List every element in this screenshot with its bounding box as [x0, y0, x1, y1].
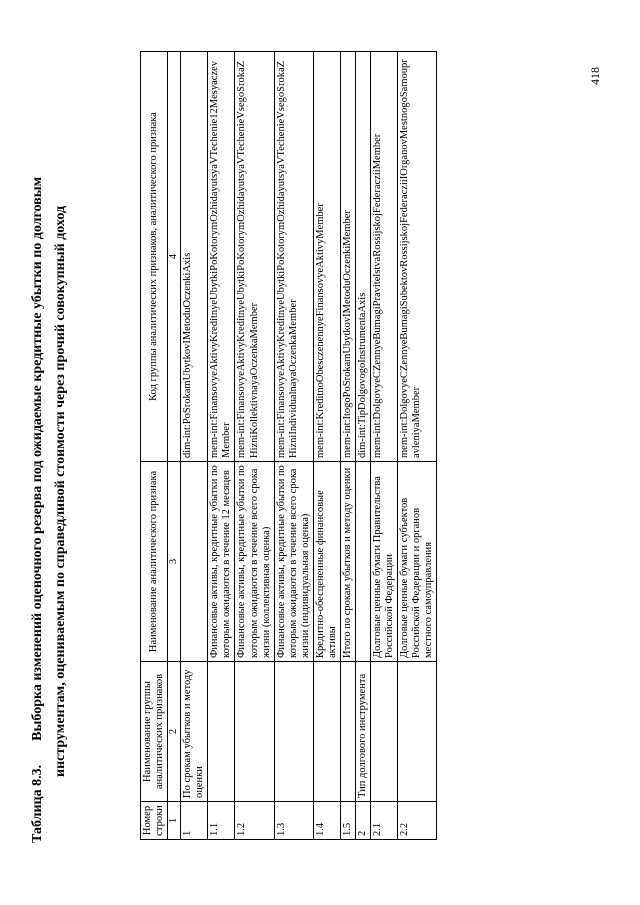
row-number: 1.5	[340, 802, 355, 840]
group-name	[274, 662, 313, 802]
table-row	[398, 52, 437, 840]
attribute-code: mem-int:DolgovyeCZennyeBumagiSubektovRossijskojFederacziiIOrganovMestnogoSamoupravleniyaMember	[398, 52, 437, 462]
attribute-code: mem-int:ItogoPoSrokamUbytkovIMetoduOczenkiMember	[340, 52, 355, 462]
column-number: 4	[168, 52, 181, 462]
table-row	[181, 52, 208, 840]
row-number: 1	[181, 802, 208, 840]
table-title-line-1	[30, 177, 46, 843]
table-title-line-2: инструментам, оцениваемым по справедливой стоимости через прочий совокупный доход	[53, 205, 68, 777]
row-number: 1.1	[208, 802, 235, 840]
group-name	[235, 662, 274, 802]
attribute-code: mem-int:DolgovyeCZennyeBumagiPravitelstvaRossijskojFederacziiMember	[371, 52, 398, 462]
attribute-name: Финансовые активы, кредитные убытки по которым ожидаются в течение всего срока жизни (индивидуальная оценка)	[274, 462, 313, 662]
attribute-name: Финансовые активы, кредитные убытки по которым ожидаются в течение 12 месяцев	[208, 462, 235, 662]
attribute-name: Кредитно-обесцененные финансовые активы	[313, 462, 340, 662]
table-row	[274, 52, 313, 840]
group-name	[340, 662, 355, 802]
group-name	[398, 662, 437, 802]
table-row	[356, 52, 371, 840]
row-number: 2.1	[371, 802, 398, 840]
table-row	[313, 52, 340, 840]
row-number: 1.3	[274, 802, 313, 840]
row-number: 2	[356, 802, 371, 840]
table-row	[235, 52, 274, 840]
header-row-number: Номер строки	[141, 802, 168, 840]
column-number-row	[168, 52, 181, 840]
column-number: 2	[168, 662, 181, 802]
table-row	[371, 52, 398, 840]
header-group-name: Наименование группы аналитических признаков	[141, 662, 168, 802]
attribute-name: Итого по срокам убытков и методу оценки	[340, 462, 355, 662]
attribute-name: Долговые ценные бумаги Правительства Российской Федерации	[371, 462, 398, 662]
page-number: 418	[588, 67, 602, 85]
row-number: 1.4	[313, 802, 340, 840]
attribute-name	[356, 462, 371, 662]
row-number: 2.2	[398, 802, 437, 840]
attribute-name: Финансовые активы, кредитные убытки по которым ожидаются в течение всего срока жизни (коллективная оценка)	[235, 462, 274, 662]
attribute-code: mem-int:KreditnoObesczenennyeFinansovyeAktivyMember	[313, 52, 340, 462]
header-code: Код группы аналитических признаков, аналитического признака	[141, 52, 168, 462]
attribute-code: dim-int:TipDolgovogoInstrumentaAxis	[356, 52, 371, 462]
data-table	[140, 51, 437, 840]
group-name: По срокам убытков и методу оценки	[181, 662, 208, 802]
table-title-text: Выборка изменений оценочного резерва под ожидаемые кредитные убытки по долговым	[30, 176, 45, 741]
group-name	[208, 662, 235, 802]
attribute-name	[181, 462, 208, 662]
group-name	[371, 662, 398, 802]
attribute-code: mem-int:FinansovyeAktivyKreditnyeUbytkiPoKotorymOzhidayutsyaVTechenieVsegoSrokaZHizniIndividualnayaOczenkaMember	[274, 52, 313, 462]
row-number: 1.2	[235, 802, 274, 840]
attribute-code: mem-int:FinansovyeAktivyKreditnyeUbytkiPoKotorymOzhidayutsyaVTechenieVsegoSrokaZHizniKollektivnayaOczenkaMember	[235, 52, 274, 462]
column-number: 1	[168, 802, 181, 840]
table-body	[181, 52, 437, 840]
group-name	[313, 662, 340, 802]
table-row	[208, 52, 235, 840]
table-row	[340, 52, 355, 840]
attribute-code: dim-int:PoSrokamUbytkovIMetoduOczenkiAxis	[181, 52, 208, 462]
group-name: Тип долгового инструмента	[356, 662, 371, 802]
header-attribute-name: Наименование аналитического признака	[141, 462, 168, 662]
header-row	[141, 52, 168, 840]
attribute-name: Долговые ценные бумаги субъектов Российской Федерации и органов местного самоуправления	[398, 462, 437, 662]
table-title-prefix: Таблица 8.3.	[30, 764, 45, 843]
column-number: 3	[168, 462, 181, 662]
attribute-code: mem-int:FinansovyeAktivyKreditnyeUbytkiPoKotorymOzhidayutsyaVTechenie12MesyaczevMember	[208, 52, 235, 462]
